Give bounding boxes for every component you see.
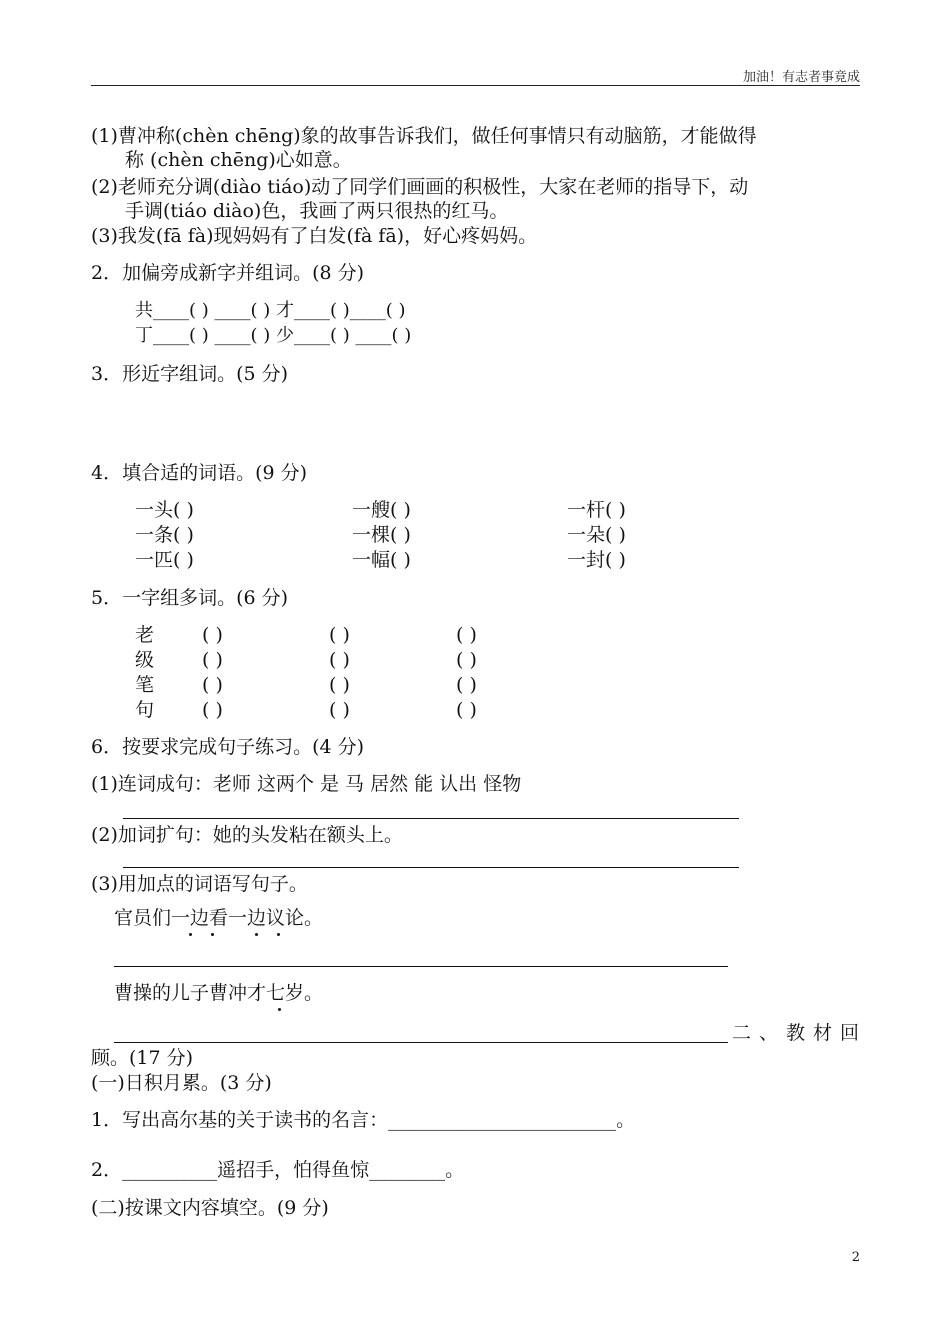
pinyin-q1-line1: (1)曹冲称(chèn chēng)象的故事告诉我们，做任何事情只有动脑筋，才能做得: [91, 125, 757, 147]
q4-cell: 一头( ): [135, 499, 194, 521]
q5-char: 老: [135, 624, 155, 646]
section2-item1: 1．写出高尔基的关于读书的名言：________________________。: [91, 1109, 636, 1131]
pinyin-q1-line2: 称 (chèn chēng)心如意。: [125, 149, 352, 171]
q4-cell: 一匹( ): [135, 549, 194, 571]
answer-line[interactable]: [114, 1042, 728, 1043]
q5-title: 5．一字组多词。(6 分): [91, 587, 289, 609]
answer-line[interactable]: [123, 867, 739, 868]
section2-item2: 2．__________遥招手，怕得鱼惊________。: [91, 1159, 465, 1181]
q4-cell: 一杆( ): [567, 499, 626, 521]
q2-row2: 丁____( ) ____( ) 少____( ) ____( ): [135, 325, 412, 346]
q5-paren: ( ): [456, 674, 477, 696]
q6-sentence3: (3)用加点的词语写句子。: [91, 873, 308, 895]
emphasis-dot: [211, 933, 214, 936]
q6-example-a: 官员们一边看一边议论。: [114, 907, 324, 929]
q5-paren: ( ): [202, 649, 223, 671]
q3-title: 3．形近字组词。(5 分): [91, 363, 289, 385]
emphasis-dot: [189, 933, 192, 936]
q5-paren: ( ): [456, 624, 477, 646]
emphasis-dot: [278, 1008, 281, 1011]
q2-title: 2．加偏旁成新字并组词。(8 分): [91, 262, 365, 284]
q5-paren: ( ): [456, 699, 477, 721]
q4-cell: 一朵( ): [567, 524, 626, 546]
q5-paren: ( ): [329, 674, 350, 696]
header-rule: [91, 85, 860, 86]
q6-sentence2: (2)加词扩句：她的头发粘在额头上。: [91, 824, 403, 846]
q6-example-b: 曹操的儿子曹冲才七岁。: [114, 982, 324, 1004]
page-number: 2: [851, 1250, 860, 1265]
q6-sentence1: (1)连词成句：老师 这两个 是 马 居然 能 认出 怪物: [91, 773, 522, 795]
q5-char: 级: [135, 649, 155, 671]
q4-cell: 一幅( ): [352, 549, 411, 571]
pinyin-q3-line1: (3)我发(fā fà)现妈妈有了白发(fà fā)，好心疼妈妈。: [91, 225, 538, 247]
section2-sub2: (二)按课文内容填空。(9 分): [91, 1197, 329, 1219]
q5-paren: ( ): [329, 649, 350, 671]
q5-paren: ( ): [456, 649, 477, 671]
q5-char: 句: [135, 699, 155, 721]
q6-title: 6．按要求完成句子练习。(4 分): [91, 736, 365, 758]
q5-char: 笔: [135, 674, 155, 696]
q4-cell: 一棵( ): [352, 524, 411, 546]
header-motto: 加油！有志者事竟成: [742, 70, 860, 85]
section2-sub1: (一)日积月累。(3 分): [91, 1072, 272, 1094]
q5-paren: ( ): [202, 699, 223, 721]
emphasis-dot: [277, 933, 280, 936]
q2-row1: 共____( ) ____( ) 才____( )____( ): [135, 300, 406, 321]
q5-paren: ( ): [329, 699, 350, 721]
pinyin-q2-line2: 手调(tiáo diào)色，我画了两只很热的红马。: [125, 200, 509, 222]
q5-paren: ( ): [202, 674, 223, 696]
q4-cell: 一艘( ): [352, 499, 411, 521]
q4-cell: 一条( ): [135, 524, 194, 546]
section2-title-cont: 顾。(17 分): [91, 1047, 194, 1069]
q5-paren: ( ): [329, 624, 350, 646]
q4-cell: 一封( ): [567, 549, 626, 571]
answer-line[interactable]: [123, 818, 739, 819]
emphasis-dot: [255, 933, 258, 936]
q5-paren: ( ): [202, 624, 223, 646]
section2-title-tail: 二、教材回: [732, 1022, 868, 1044]
q4-title: 4．填合适的词语。(9 分): [91, 462, 308, 484]
answer-line[interactable]: [114, 966, 728, 967]
pinyin-q2-line1: (2)老师充分调(diào tiáo)动了同学们画画的积极性，大家在老师的指导下，动: [91, 176, 749, 198]
